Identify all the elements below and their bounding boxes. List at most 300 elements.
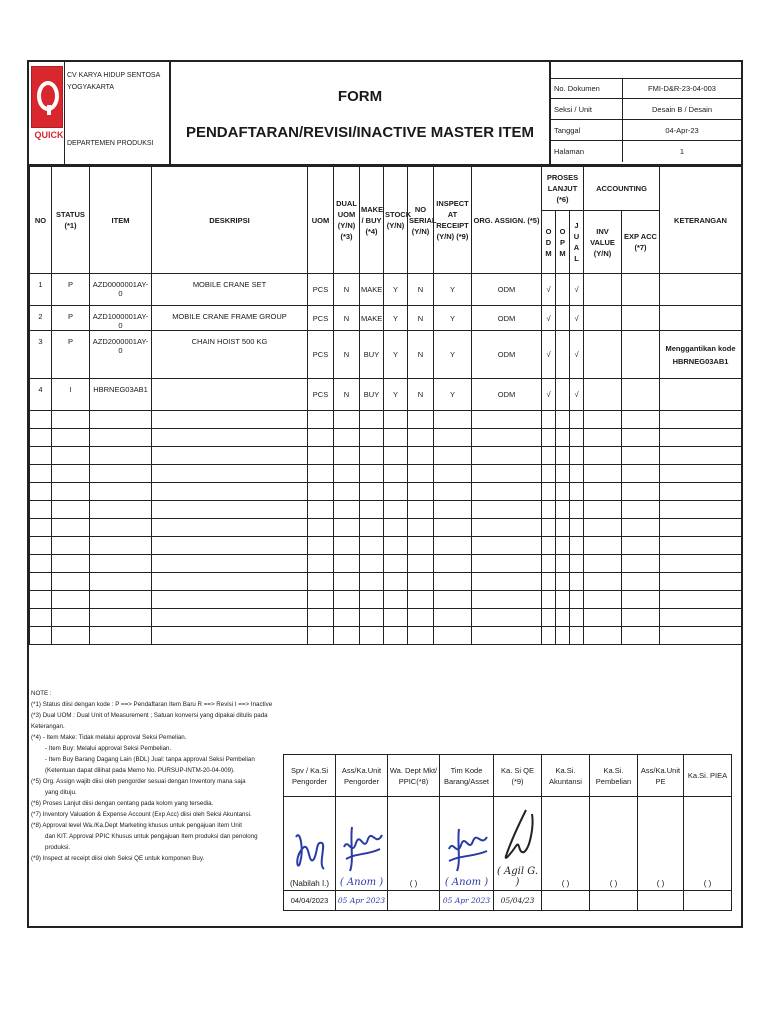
cell-uom[interactable] <box>308 573 334 591</box>
cell-dual-uom[interactable] <box>334 537 360 555</box>
cell-make-buy[interactable] <box>360 609 384 627</box>
cell-item[interactable] <box>90 609 152 627</box>
cell-no-serial[interactable] <box>408 519 434 537</box>
cell-org[interactable] <box>472 501 542 519</box>
cell-no[interactable]: 4 <box>30 379 52 411</box>
cell-dual-uom[interactable] <box>334 591 360 609</box>
cell-status[interactable] <box>52 627 90 645</box>
cell-make-buy[interactable] <box>360 429 384 447</box>
cell-uom[interactable] <box>308 537 334 555</box>
cell-inv[interactable] <box>584 537 622 555</box>
cell-status[interactable] <box>52 429 90 447</box>
cell-opm[interactable] <box>556 591 570 609</box>
cell-no-serial[interactable] <box>408 483 434 501</box>
cell-item[interactable] <box>90 573 152 591</box>
cell-jual[interactable] <box>570 429 584 447</box>
cell-dual-uom[interactable] <box>334 429 360 447</box>
cell-make-buy[interactable] <box>360 627 384 645</box>
cell-stock[interactable] <box>384 627 408 645</box>
cell-status[interactable] <box>52 555 90 573</box>
cell-odm[interactable]: √ <box>542 274 556 306</box>
cell-status[interactable]: P <box>52 274 90 306</box>
cell-item[interactable] <box>90 429 152 447</box>
cell-org[interactable]: ODM <box>472 379 542 411</box>
cell-deskripsi[interactable] <box>152 591 308 609</box>
cell-keterangan[interactable] <box>660 627 742 645</box>
cell-make-buy[interactable]: BUY <box>360 331 384 379</box>
cell-no-serial[interactable] <box>408 411 434 429</box>
cell-deskripsi[interactable] <box>152 483 308 501</box>
cell-jual[interactable] <box>570 537 584 555</box>
cell-opm[interactable] <box>556 411 570 429</box>
cell-jual[interactable] <box>570 447 584 465</box>
cell-jual[interactable] <box>570 483 584 501</box>
cell-org[interactable]: ODM <box>472 274 542 306</box>
cell-opm[interactable] <box>556 379 570 411</box>
cell-inspect[interactable] <box>434 609 472 627</box>
cell-jual[interactable] <box>570 591 584 609</box>
cell-exp[interactable] <box>622 379 660 411</box>
cell-odm[interactable] <box>542 429 556 447</box>
cell-status[interactable] <box>52 519 90 537</box>
cell-org[interactable] <box>472 411 542 429</box>
signoff-date[interactable]: 04/04/2023 <box>284 891 336 911</box>
cell-inspect[interactable] <box>434 447 472 465</box>
cell-no[interactable] <box>30 501 52 519</box>
cell-org[interactable]: ODM <box>472 306 542 331</box>
cell-stock[interactable] <box>384 537 408 555</box>
cell-keterangan[interactable] <box>660 447 742 465</box>
cell-odm[interactable] <box>542 537 556 555</box>
cell-item[interactable] <box>90 519 152 537</box>
cell-no[interactable]: 3 <box>30 331 52 379</box>
cell-status[interactable]: I <box>52 379 90 411</box>
cell-inv[interactable] <box>584 483 622 501</box>
cell-make-buy[interactable] <box>360 411 384 429</box>
cell-stock[interactable] <box>384 519 408 537</box>
cell-dual-uom[interactable] <box>334 447 360 465</box>
signature-cell[interactable] <box>388 797 440 891</box>
cell-no-serial[interactable] <box>408 537 434 555</box>
signature-cell[interactable] <box>590 797 638 891</box>
cell-jual[interactable] <box>570 555 584 573</box>
cell-opm[interactable] <box>556 627 570 645</box>
cell-org[interactable] <box>472 573 542 591</box>
cell-uom[interactable] <box>308 501 334 519</box>
cell-inv[interactable] <box>584 573 622 591</box>
cell-item[interactable]: HBRNEG03AB1 <box>90 379 152 411</box>
cell-uom[interactable] <box>308 627 334 645</box>
cell-opm[interactable] <box>556 465 570 483</box>
cell-inv[interactable] <box>584 429 622 447</box>
signature-cell[interactable] <box>284 797 336 891</box>
cell-jual[interactable] <box>570 501 584 519</box>
cell-odm[interactable] <box>542 609 556 627</box>
signoff-date[interactable]: 05 Apr 2023 <box>440 891 494 911</box>
cell-item[interactable] <box>90 411 152 429</box>
cell-make-buy[interactable]: BUY <box>360 379 384 411</box>
cell-item[interactable] <box>90 627 152 645</box>
cell-make-buy[interactable] <box>360 555 384 573</box>
cell-keterangan[interactable] <box>660 465 742 483</box>
cell-no-serial[interactable] <box>408 501 434 519</box>
cell-dual-uom[interactable] <box>334 483 360 501</box>
cell-inspect[interactable] <box>434 465 472 483</box>
cell-inspect[interactable] <box>434 429 472 447</box>
cell-keterangan[interactable] <box>660 573 742 591</box>
cell-item[interactable] <box>90 591 152 609</box>
cell-status[interactable] <box>52 609 90 627</box>
cell-deskripsi[interactable] <box>152 555 308 573</box>
cell-inspect[interactable]: Y <box>434 331 472 379</box>
cell-no[interactable] <box>30 537 52 555</box>
cell-inspect[interactable] <box>434 627 472 645</box>
cell-org[interactable] <box>472 627 542 645</box>
cell-inv[interactable] <box>584 519 622 537</box>
cell-stock[interactable]: Y <box>384 274 408 306</box>
cell-no[interactable] <box>30 609 52 627</box>
cell-no-serial[interactable]: N <box>408 274 434 306</box>
cell-stock[interactable]: Y <box>384 306 408 331</box>
signature-cell[interactable] <box>684 797 732 891</box>
cell-opm[interactable] <box>556 483 570 501</box>
cell-stock[interactable]: Y <box>384 379 408 411</box>
cell-org[interactable] <box>472 537 542 555</box>
cell-no[interactable] <box>30 627 52 645</box>
cell-status[interactable] <box>52 411 90 429</box>
cell-inspect[interactable]: Y <box>434 379 472 411</box>
cell-make-buy[interactable] <box>360 447 384 465</box>
cell-dual-uom[interactable]: N <box>334 331 360 379</box>
cell-item[interactable] <box>90 537 152 555</box>
cell-keterangan[interactable] <box>660 411 742 429</box>
signature-cell[interactable] <box>440 797 494 891</box>
cell-status[interactable] <box>52 447 90 465</box>
cell-inv[interactable] <box>584 627 622 645</box>
cell-stock[interactable] <box>384 483 408 501</box>
cell-deskripsi[interactable]: MOBILE CRANE FRAME GROUP <box>152 306 308 331</box>
cell-exp[interactable] <box>622 591 660 609</box>
cell-keterangan[interactable] <box>660 331 742 379</box>
cell-deskripsi[interactable] <box>152 447 308 465</box>
signature-cell[interactable] <box>638 797 684 891</box>
cell-status[interactable] <box>52 501 90 519</box>
cell-odm[interactable] <box>542 411 556 429</box>
cell-uom[interactable]: PCS <box>308 331 334 379</box>
cell-keterangan[interactable] <box>660 591 742 609</box>
signoff-date[interactable] <box>684 891 732 911</box>
cell-exp[interactable] <box>622 573 660 591</box>
cell-org[interactable]: ODM <box>472 331 542 379</box>
cell-uom[interactable] <box>308 429 334 447</box>
cell-no[interactable] <box>30 465 52 483</box>
cell-odm[interactable] <box>542 465 556 483</box>
cell-opm[interactable] <box>556 501 570 519</box>
cell-deskripsi[interactable] <box>152 573 308 591</box>
cell-inv[interactable] <box>584 411 622 429</box>
cell-deskripsi[interactable] <box>152 627 308 645</box>
cell-no-serial[interactable] <box>408 591 434 609</box>
cell-uom[interactable]: PCS <box>308 274 334 306</box>
cell-dual-uom[interactable]: N <box>334 306 360 331</box>
cell-keterangan[interactable] <box>660 555 742 573</box>
cell-status[interactable] <box>52 573 90 591</box>
cell-uom[interactable]: PCS <box>308 306 334 331</box>
cell-uom[interactable] <box>308 555 334 573</box>
cell-item[interactable] <box>90 483 152 501</box>
cell-uom[interactable] <box>308 465 334 483</box>
cell-odm[interactable]: √ <box>542 379 556 411</box>
cell-org[interactable] <box>472 591 542 609</box>
cell-no-serial[interactable] <box>408 627 434 645</box>
cell-opm[interactable] <box>556 537 570 555</box>
cell-stock[interactable] <box>384 555 408 573</box>
cell-exp[interactable] <box>622 274 660 306</box>
cell-org[interactable] <box>472 447 542 465</box>
cell-uom[interactable] <box>308 411 334 429</box>
cell-odm[interactable]: √ <box>542 306 556 331</box>
cell-no[interactable] <box>30 555 52 573</box>
cell-keterangan[interactable] <box>660 379 742 411</box>
cell-make-buy[interactable] <box>360 465 384 483</box>
cell-make-buy[interactable] <box>360 537 384 555</box>
cell-status[interactable] <box>52 591 90 609</box>
cell-opm[interactable] <box>556 429 570 447</box>
cell-deskripsi[interactable]: MOBILE CRANE SET <box>152 274 308 306</box>
cell-inv[interactable] <box>584 379 622 411</box>
cell-no-serial[interactable] <box>408 573 434 591</box>
cell-org[interactable] <box>472 555 542 573</box>
cell-exp[interactable] <box>622 306 660 331</box>
cell-make-buy[interactable] <box>360 519 384 537</box>
cell-no-serial[interactable] <box>408 555 434 573</box>
cell-jual[interactable]: √ <box>570 331 584 379</box>
signature-cell[interactable] <box>336 797 388 891</box>
cell-status[interactable]: P <box>52 306 90 331</box>
cell-uom[interactable]: PCS <box>308 379 334 411</box>
cell-jual[interactable] <box>570 519 584 537</box>
cell-stock[interactable] <box>384 411 408 429</box>
cell-opm[interactable] <box>556 555 570 573</box>
cell-deskripsi[interactable] <box>152 379 308 411</box>
cell-make-buy[interactable]: MAKE <box>360 306 384 331</box>
cell-inv[interactable] <box>584 465 622 483</box>
cell-no[interactable] <box>30 429 52 447</box>
cell-dual-uom[interactable] <box>334 555 360 573</box>
cell-make-buy[interactable] <box>360 501 384 519</box>
cell-opm[interactable] <box>556 609 570 627</box>
cell-odm[interactable] <box>542 447 556 465</box>
cell-exp[interactable] <box>622 411 660 429</box>
signoff-date[interactable] <box>590 891 638 911</box>
cell-inspect[interactable] <box>434 483 472 501</box>
cell-keterangan[interactable] <box>660 483 742 501</box>
cell-item[interactable] <box>90 555 152 573</box>
cell-odm[interactable] <box>542 483 556 501</box>
cell-uom[interactable] <box>308 519 334 537</box>
cell-uom[interactable] <box>308 609 334 627</box>
cell-org[interactable] <box>472 465 542 483</box>
cell-item[interactable] <box>90 465 152 483</box>
cell-odm[interactable] <box>542 591 556 609</box>
cell-dual-uom[interactable] <box>334 501 360 519</box>
cell-jual[interactable]: √ <box>570 274 584 306</box>
cell-keterangan[interactable] <box>660 609 742 627</box>
cell-inv[interactable] <box>584 501 622 519</box>
cell-jual[interactable] <box>570 465 584 483</box>
cell-inspect[interactable] <box>434 573 472 591</box>
cell-exp[interactable] <box>622 519 660 537</box>
cell-org[interactable] <box>472 429 542 447</box>
signoff-date[interactable] <box>388 891 440 911</box>
cell-keterangan[interactable] <box>660 429 742 447</box>
signoff-date[interactable]: 05/04/23 <box>494 891 542 911</box>
cell-inv[interactable] <box>584 447 622 465</box>
cell-odm[interactable] <box>542 573 556 591</box>
cell-exp[interactable] <box>622 429 660 447</box>
cell-inv[interactable] <box>584 555 622 573</box>
cell-no[interactable]: 2 <box>30 306 52 331</box>
cell-exp[interactable] <box>622 555 660 573</box>
signoff-date[interactable] <box>638 891 684 911</box>
cell-deskripsi[interactable] <box>152 519 308 537</box>
cell-no-serial[interactable] <box>408 465 434 483</box>
cell-make-buy[interactable]: MAKE <box>360 274 384 306</box>
cell-org[interactable] <box>472 609 542 627</box>
cell-dual-uom[interactable] <box>334 609 360 627</box>
cell-opm[interactable] <box>556 447 570 465</box>
cell-stock[interactable] <box>384 447 408 465</box>
cell-dual-uom[interactable] <box>334 627 360 645</box>
cell-stock[interactable] <box>384 573 408 591</box>
cell-dual-uom[interactable] <box>334 411 360 429</box>
cell-jual[interactable] <box>570 609 584 627</box>
cell-no[interactable] <box>30 591 52 609</box>
cell-no-serial[interactable] <box>408 609 434 627</box>
cell-stock[interactable] <box>384 465 408 483</box>
cell-dual-uom[interactable] <box>334 573 360 591</box>
cell-uom[interactable] <box>308 447 334 465</box>
cell-make-buy[interactable] <box>360 483 384 501</box>
cell-exp[interactable] <box>622 447 660 465</box>
cell-jual[interactable] <box>570 573 584 591</box>
cell-no[interactable]: 1 <box>30 274 52 306</box>
cell-keterangan[interactable] <box>660 306 742 331</box>
cell-stock[interactable] <box>384 429 408 447</box>
cell-no-serial[interactable]: N <box>408 331 434 379</box>
cell-exp[interactable] <box>622 501 660 519</box>
cell-no-serial[interactable] <box>408 447 434 465</box>
cell-opm[interactable] <box>556 331 570 379</box>
cell-inv[interactable] <box>584 331 622 379</box>
cell-opm[interactable] <box>556 573 570 591</box>
cell-status[interactable] <box>52 465 90 483</box>
cell-inspect[interactable]: Y <box>434 306 472 331</box>
cell-status[interactable]: P <box>52 331 90 379</box>
cell-stock[interactable] <box>384 609 408 627</box>
cell-inv[interactable] <box>584 609 622 627</box>
cell-odm[interactable] <box>542 501 556 519</box>
cell-jual[interactable]: √ <box>570 379 584 411</box>
cell-org[interactable] <box>472 519 542 537</box>
cell-exp[interactable] <box>622 609 660 627</box>
cell-item[interactable]: AZD0000001AY-0 <box>90 274 152 306</box>
cell-exp[interactable] <box>622 537 660 555</box>
cell-opm[interactable] <box>556 274 570 306</box>
cell-item[interactable]: AZD2000001AY-0 <box>90 331 152 379</box>
cell-make-buy[interactable] <box>360 591 384 609</box>
cell-odm[interactable] <box>542 519 556 537</box>
cell-keterangan[interactable] <box>660 274 742 306</box>
cell-org[interactable] <box>472 483 542 501</box>
signature-cell[interactable] <box>494 797 542 891</box>
cell-stock[interactable] <box>384 591 408 609</box>
cell-uom[interactable] <box>308 591 334 609</box>
cell-deskripsi[interactable] <box>152 465 308 483</box>
cell-item[interactable]: AZD1000001AY-0 <box>90 306 152 331</box>
cell-stock[interactable] <box>384 501 408 519</box>
cell-status[interactable] <box>52 483 90 501</box>
cell-inspect[interactable] <box>434 537 472 555</box>
cell-no[interactable] <box>30 447 52 465</box>
cell-dual-uom[interactable] <box>334 465 360 483</box>
cell-inspect[interactable] <box>434 519 472 537</box>
cell-inspect[interactable] <box>434 411 472 429</box>
cell-deskripsi[interactable] <box>152 501 308 519</box>
cell-keterangan[interactable] <box>660 501 742 519</box>
cell-exp[interactable] <box>622 483 660 501</box>
cell-exp[interactable] <box>622 627 660 645</box>
cell-odm[interactable]: √ <box>542 331 556 379</box>
cell-odm[interactable] <box>542 627 556 645</box>
cell-dual-uom[interactable]: N <box>334 379 360 411</box>
cell-jual[interactable]: √ <box>570 306 584 331</box>
cell-make-buy[interactable] <box>360 573 384 591</box>
cell-inv[interactable] <box>584 306 622 331</box>
cell-inspect[interactable] <box>434 591 472 609</box>
cell-inspect[interactable] <box>434 555 472 573</box>
cell-keterangan[interactable] <box>660 519 742 537</box>
cell-inspect[interactable]: Y <box>434 274 472 306</box>
signoff-date[interactable] <box>542 891 590 911</box>
cell-inv[interactable] <box>584 274 622 306</box>
cell-deskripsi[interactable] <box>152 537 308 555</box>
cell-inspect[interactable] <box>434 501 472 519</box>
cell-deskripsi[interactable] <box>152 609 308 627</box>
cell-no[interactable] <box>30 519 52 537</box>
signature-cell[interactable] <box>542 797 590 891</box>
cell-no[interactable] <box>30 483 52 501</box>
cell-jual[interactable] <box>570 411 584 429</box>
cell-deskripsi[interactable] <box>152 429 308 447</box>
cell-opm[interactable] <box>556 306 570 331</box>
cell-no[interactable] <box>30 411 52 429</box>
cell-deskripsi[interactable]: CHAIN HOIST 500 KG <box>152 331 308 379</box>
cell-jual[interactable] <box>570 627 584 645</box>
cell-no[interactable] <box>30 573 52 591</box>
cell-inv[interactable] <box>584 591 622 609</box>
cell-no-serial[interactable]: N <box>408 379 434 411</box>
cell-dual-uom[interactable]: N <box>334 274 360 306</box>
cell-item[interactable] <box>90 501 152 519</box>
cell-opm[interactable] <box>556 519 570 537</box>
cell-exp[interactable] <box>622 331 660 379</box>
cell-item[interactable] <box>90 447 152 465</box>
signoff-date[interactable]: 05 Apr 2023 <box>336 891 388 911</box>
cell-keterangan[interactable] <box>660 537 742 555</box>
cell-uom[interactable] <box>308 483 334 501</box>
cell-deskripsi[interactable] <box>152 411 308 429</box>
